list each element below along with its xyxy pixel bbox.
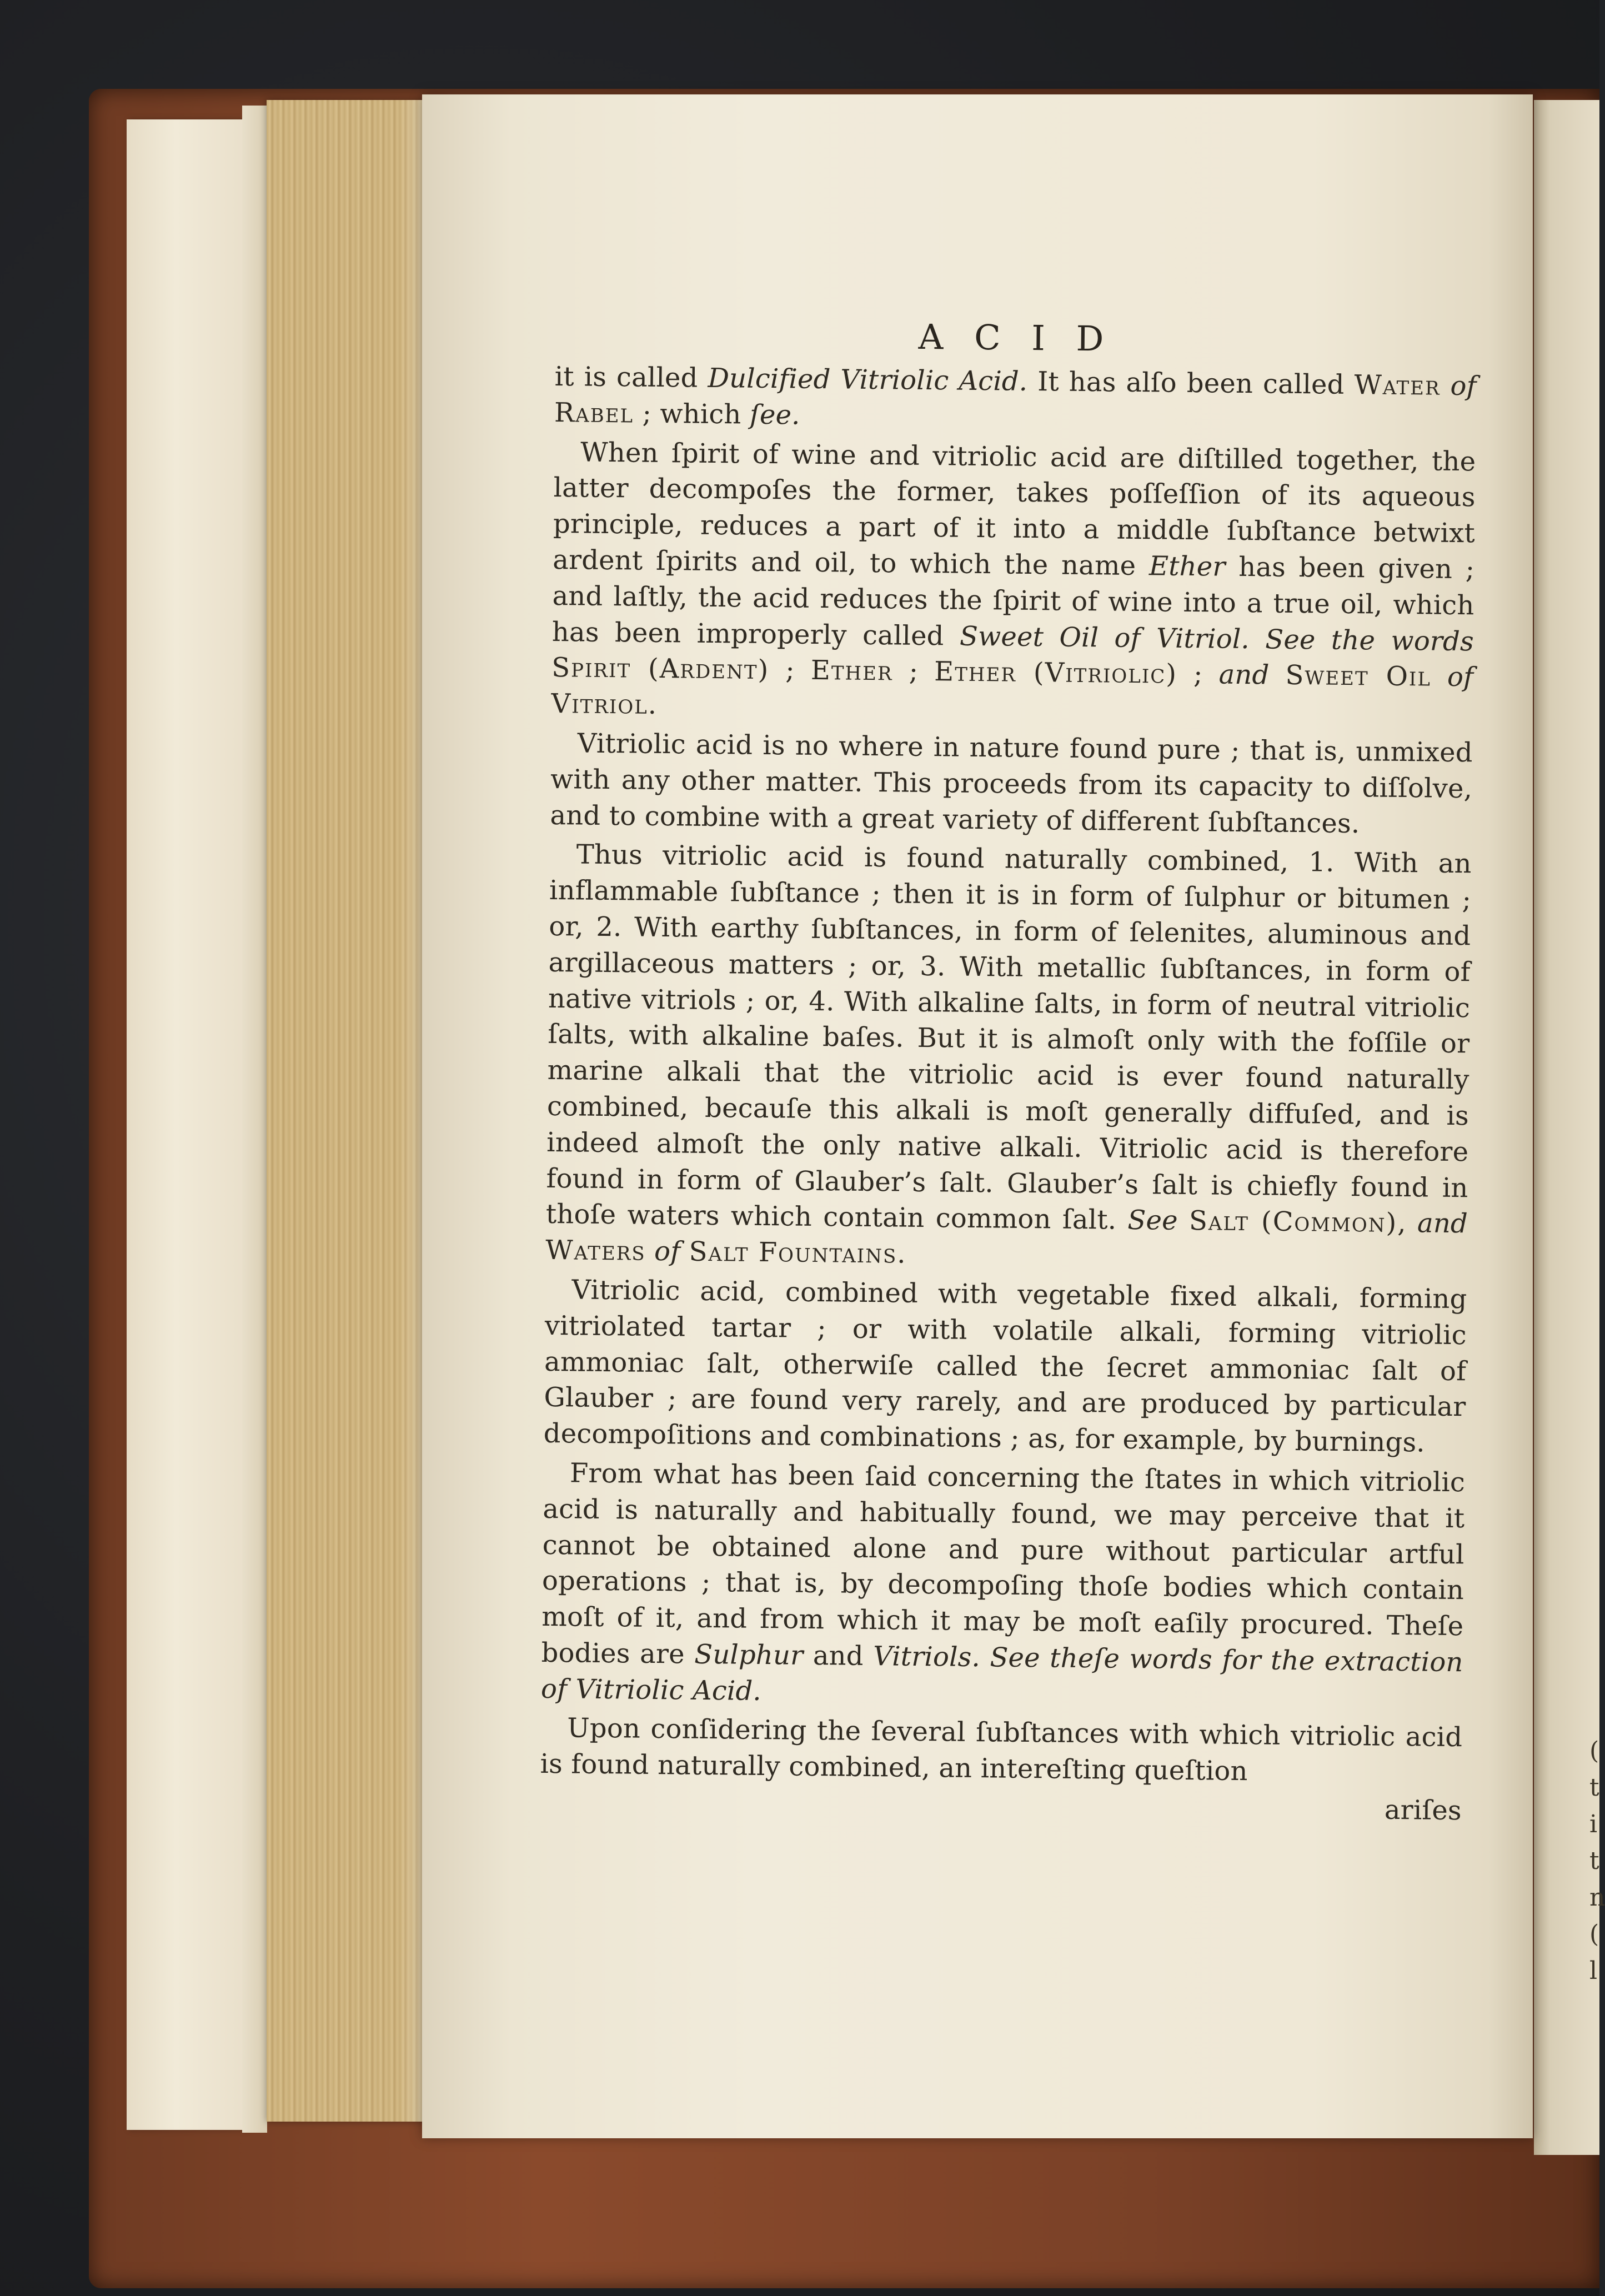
- facing-page-text-fragments: [1589, 1733, 1605, 1989]
- facing-page-fragment: (: [1589, 1737, 1599, 1765]
- paragraph: [554, 359, 1477, 440]
- italic-text: of: [1450, 370, 1477, 402]
- body-text: [540, 359, 1477, 1792]
- page-text-block: [540, 311, 1477, 1829]
- italic-text: and: [1417, 1207, 1468, 1240]
- small-caps-text: Spirit (Ardent): [551, 652, 770, 686]
- text-run: When ſpirit of wine and vitriolic acid are diſtilled together, the latter decompoſes the former, takes poſſeſſion of its aqueous principle, reduces a part of it into a middle ſubſtance betwixt ardent ſpirits and oil, to which the name: [553, 437, 1476, 582]
- italic-text: and: [1218, 659, 1270, 691]
- small-caps-text: Vitriol: [551, 688, 649, 720]
- paragraph: [540, 1710, 1462, 1792]
- italic-text: Vitriols.: [872, 1641, 981, 1673]
- italic-text: See: [1127, 1205, 1178, 1237]
- text-run: ;: [1177, 659, 1219, 690]
- text-run: [980, 1642, 990, 1673]
- text-run: From what has been ſaid concerning the ſtates in which vitriolic acid is naturally and habitually found, we may perceive that it cannot be obtained alone and pure without particular artful operations ; that is, by decompoſing thoſe bodies which contain moſt of it, and from which it may be moſt eaſily procured. Theſe bodies are: [541, 1457, 1466, 1670]
- small-caps-text: Salt Fountains: [689, 1236, 897, 1270]
- text-run: [1269, 660, 1286, 691]
- text-run: [680, 1236, 689, 1267]
- small-caps-text: Ether (Vitriolic): [934, 656, 1178, 690]
- small-caps-text: Rabel: [554, 397, 634, 429]
- text-run: ,: [1397, 1207, 1418, 1239]
- text-run: has been given ; and laſtly, the acid reduces the ſpirit of wine into a true oil, which has been improperly called: [551, 551, 1475, 652]
- facing-page-fragment: (: [1589, 1920, 1599, 1948]
- paragraph: [541, 1455, 1466, 1717]
- text-run: ;: [769, 654, 811, 686]
- endpaper: [127, 119, 249, 2130]
- small-caps-text: Sweet Oil: [1285, 660, 1432, 693]
- text-run: [1440, 370, 1451, 402]
- paragraph: [551, 434, 1476, 732]
- text-run: .: [897, 1238, 906, 1270]
- italic-text: See theſe words for the extraction of Vitriolic Acid.: [540, 1642, 1463, 1707]
- italic-text: ſee.: [749, 399, 800, 431]
- catchword: ariſes: [1384, 1794, 1462, 1827]
- italic-text: See the words: [1265, 623, 1474, 657]
- paragraph: [545, 836, 1472, 1278]
- text-run: [1431, 661, 1448, 693]
- text-run: ; which: [633, 398, 750, 430]
- small-caps-text: Salt (Common): [1188, 1205, 1398, 1239]
- italic-text: Sweet Oil of Vitriol.: [959, 620, 1250, 655]
- facing-page-fragment: t: [1589, 1773, 1599, 1802]
- text-run: Thus vitriolic acid is found naturally combined, 1. With an inflammable ſubſtance ; then it is in form of ſulphur or bitumen ; or, 2. With earthy ſubſtances, in form of ſelenites, aluminous and argillaceous matters ; or, 3. With metallic ſubſtances, in form of native vitriols ; or, 4. With alkaline ſalts, in form of neutral vitriolic ſalts, with alkaline baſes. But it is almoſt only with the foſſile or marine alkali that the vitriolic acid is ever found naturally combined, becauſe this alkali is moſt generally diffuſed, and is indeed almoſt the only native alkali. Vitriolic acid is therefore found in form of Glauber’s ſalt. Glauber’s ſalt is chiefly found in thoſe waters which contain common ſalt.: [545, 839, 1472, 1236]
- text-run: [1250, 624, 1266, 655]
- text-run: it is called: [554, 360, 708, 394]
- italic-text: of: [654, 1236, 681, 1267]
- text-run: [1177, 1205, 1189, 1236]
- paragraph: [550, 725, 1473, 843]
- italic-text: of: [1447, 661, 1474, 693]
- text-run: and: [803, 1640, 874, 1672]
- paragraph: [543, 1272, 1467, 1461]
- facing-page-fragment: t: [1589, 1847, 1599, 1875]
- text-run: [645, 1236, 654, 1267]
- text-run: Upon conſidering the ſeveral ſubſtances with which vitriolic acid is found naturally combined, an intereſting queſtion: [540, 1712, 1463, 1787]
- italic-text: Dulcified Vitriolic Acid.: [708, 362, 1028, 397]
- small-caps-text: Water: [1354, 369, 1441, 402]
- text-run: .: [648, 689, 657, 721]
- endpaper-edge: [242, 106, 267, 2133]
- facing-page-fragment: l: [1589, 1957, 1598, 1985]
- text-run: It has alſo been called: [1027, 365, 1355, 401]
- facing-page-fragment: n: [1589, 1883, 1605, 1912]
- facing-page-fragment: i: [1589, 1810, 1598, 1838]
- text-run: Vitriolic acid is no where in nature found pure ; that is, unmixed with any other matter. This proceeds from its capacity to diſſolve, and to combine with a great variety of different ſubſtances.: [550, 728, 1473, 839]
- text-run: ;: [892, 655, 935, 688]
- text-run: Vitriolic acid, combined with vegetable fixed alkali, forming vitriolated tartar ; or with volatile alkali, forming vitriolic ammoniac ſalt, otherwiſe called the ſecret ammoniac ſalt of Glauber ; are found very rarely, and are produced by particular decompoſitions and combinations ; as, for example, by burnings.: [543, 1274, 1467, 1458]
- small-caps-text: Ether: [810, 655, 893, 687]
- italic-text: Sulphur: [694, 1638, 804, 1671]
- italic-text: Ether: [1148, 550, 1226, 583]
- small-caps-text: Waters: [545, 1235, 646, 1267]
- running-head: A C I D: [918, 316, 1114, 359]
